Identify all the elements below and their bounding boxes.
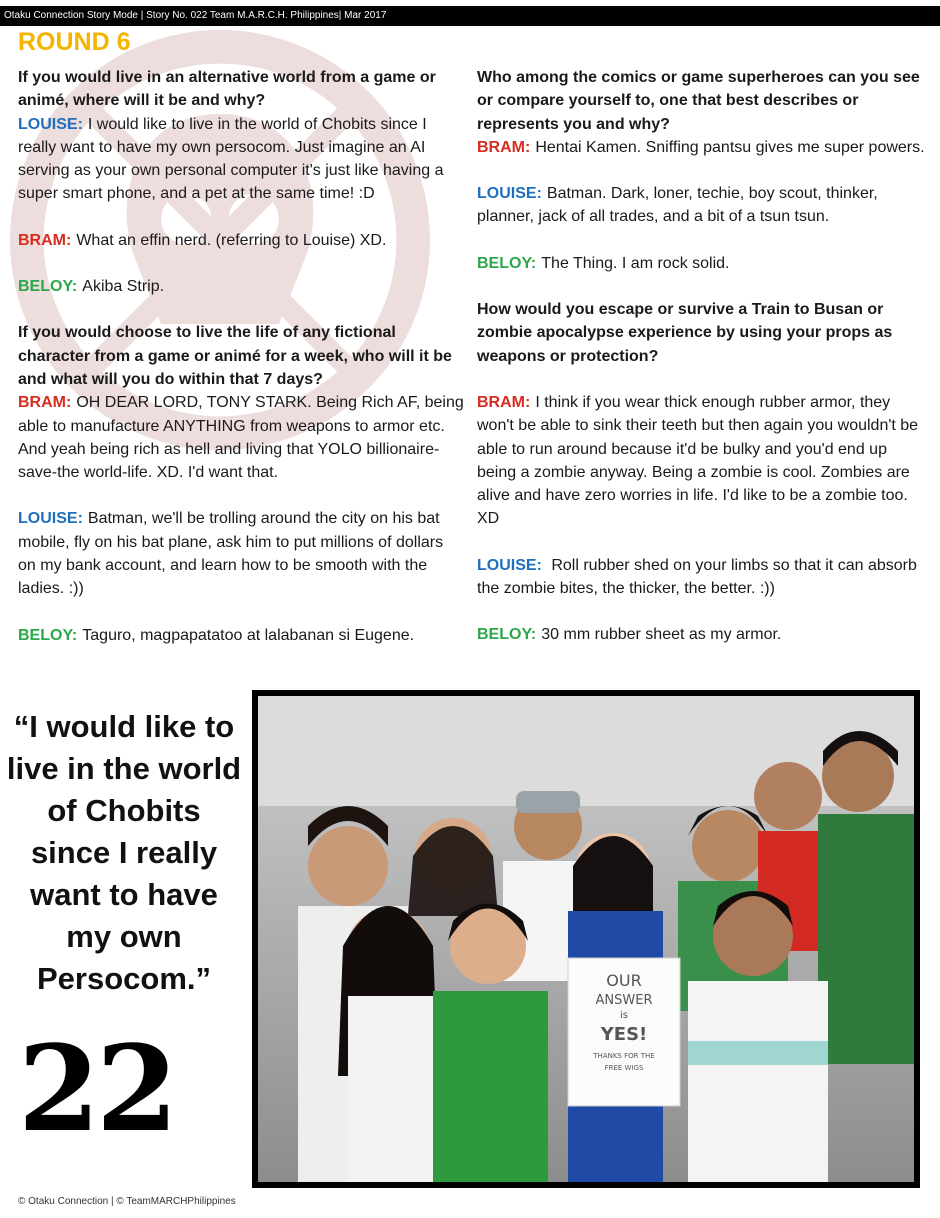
answer-bram (18, 229, 464, 252)
answer-bram (477, 136, 927, 159)
group-photo-illustration (258, 696, 914, 1182)
answer-text: Batman. Dark, loner, techie, boy scout, thinker, planner, jack of all trades, and a bit of a tsun tsun. (477, 185, 878, 226)
speaker-label: BELOY: (18, 626, 78, 644)
sign-line: THANKS FOR THE (593, 1052, 655, 1060)
speaker-label: LOUISE: (18, 115, 83, 133)
answer-bram (18, 391, 464, 484)
sign-line: FREE WIGS (604, 1064, 644, 1072)
pull-quote: “I would like to live in the world of Chobits since I really want to have my own Persocom.” (6, 709, 242, 996)
answer-louise (477, 554, 927, 601)
answer-louise (477, 182, 927, 229)
footer-credits: © Otaku Connection | © TeamMARCHPhilippines (18, 1196, 236, 1207)
answer-text: 30 mm rubber sheet as my armor. (541, 626, 782, 644)
answer-louise (18, 113, 464, 206)
question-4: How would you escape or survive a Train to Busan or zombie apocalypse experience by using your props as weapons or protection? (477, 301, 893, 365)
right-column (477, 66, 927, 647)
header-text: Otaku Connection Story Mode | Story No. 022 Team M.A.R.C.H. Philippines| Mar 2017 (4, 10, 387, 21)
speaker-label: BRAM: (18, 394, 72, 412)
header-bar (0, 6, 940, 26)
answer-text: Taguro, magpapatatoo at lalabanan si Eugene. (82, 626, 415, 644)
speaker-label: BRAM: (18, 231, 72, 249)
round-title: ROUND 6 (18, 28, 131, 56)
sign-line: OUR (606, 971, 642, 990)
speaker-label: BELOY: (477, 626, 537, 644)
answer-beloy (18, 275, 464, 298)
speaker-label: BELOY: (18, 278, 78, 296)
answer-beloy (18, 624, 464, 647)
speaker-label: BRAM: (477, 138, 531, 156)
sign-line: ANSWER (595, 993, 653, 1008)
answer-text: I think if you wear thick enough rubber armor, they won't be able to sink their teeth but then again you wouldn't be able to run around because it'd be bulky and you'd end up being a zombie anyway. Being a zombie is cool. Zombies are alive and have zero worries in life. I'd like to be a zombie too. XD (477, 393, 919, 528)
speaker-label: LOUISE: (477, 185, 542, 203)
answer-text: OH DEAR LORD, TONY STARK. Being Rich AF, being able to manufacture ANYTHING from weapons to armor etc. And yeah being rich as hell and living that YOLO billionaire-save-the world-life. XD. I'd want that. (18, 394, 464, 482)
answer-text: What an effin nerd. (referring to Louise) XD. (76, 231, 387, 249)
page-number: 22 (18, 1019, 175, 1158)
question-3: Who among the comics or game superheroes can you see or compare yourself to, one that best describes or represents you and why? (477, 69, 920, 133)
left-column (18, 66, 464, 647)
answer-text: I would like to live in the world of Chobits since I really want to have my own persocom. Just imagine an AI serving as your own personal computer it's just like having a super smart phone, and a pet at the same time! :D (18, 115, 444, 203)
sign-line: YES! (600, 1024, 648, 1045)
answer-sign (568, 958, 680, 1106)
question-1: If you would live in an alternative world from a game or animé, where will it be and why? (18, 69, 436, 110)
answer-beloy (477, 623, 927, 646)
answer-text: Akiba Strip. (82, 278, 165, 296)
speaker-label: BELOY: (477, 254, 537, 272)
question-2: If you would choose to live the life of any fictional character from a game or animé for a week, who will it be and what will you do within that 7 days? (18, 324, 452, 388)
answer-text: Batman, we'll be trolling around the city on his bat mobile, fly on his bat plane, ask him to put millions of dollars on my bank account, and learn how to be smooth with the ladies. :)) (18, 510, 444, 598)
sign-line: is (620, 1010, 628, 1021)
answer-louise (18, 507, 464, 600)
speaker-label: LOUISE: (18, 510, 83, 528)
group-photo (252, 690, 920, 1188)
answer-text: Roll rubber shed on your limbs so that it can absorb the zombie bites, the thicker, the better. :)) (477, 556, 917, 598)
speaker-label: BRAM: (477, 393, 531, 411)
answer-text: The Thing. I am rock solid. (541, 254, 730, 272)
speaker-label: LOUISE: (477, 556, 542, 574)
answer-text: Hentai Kamen. Sniffing pantsu gives me super powers. (535, 138, 925, 156)
answer-bram (477, 391, 927, 531)
answer-beloy (477, 252, 927, 275)
